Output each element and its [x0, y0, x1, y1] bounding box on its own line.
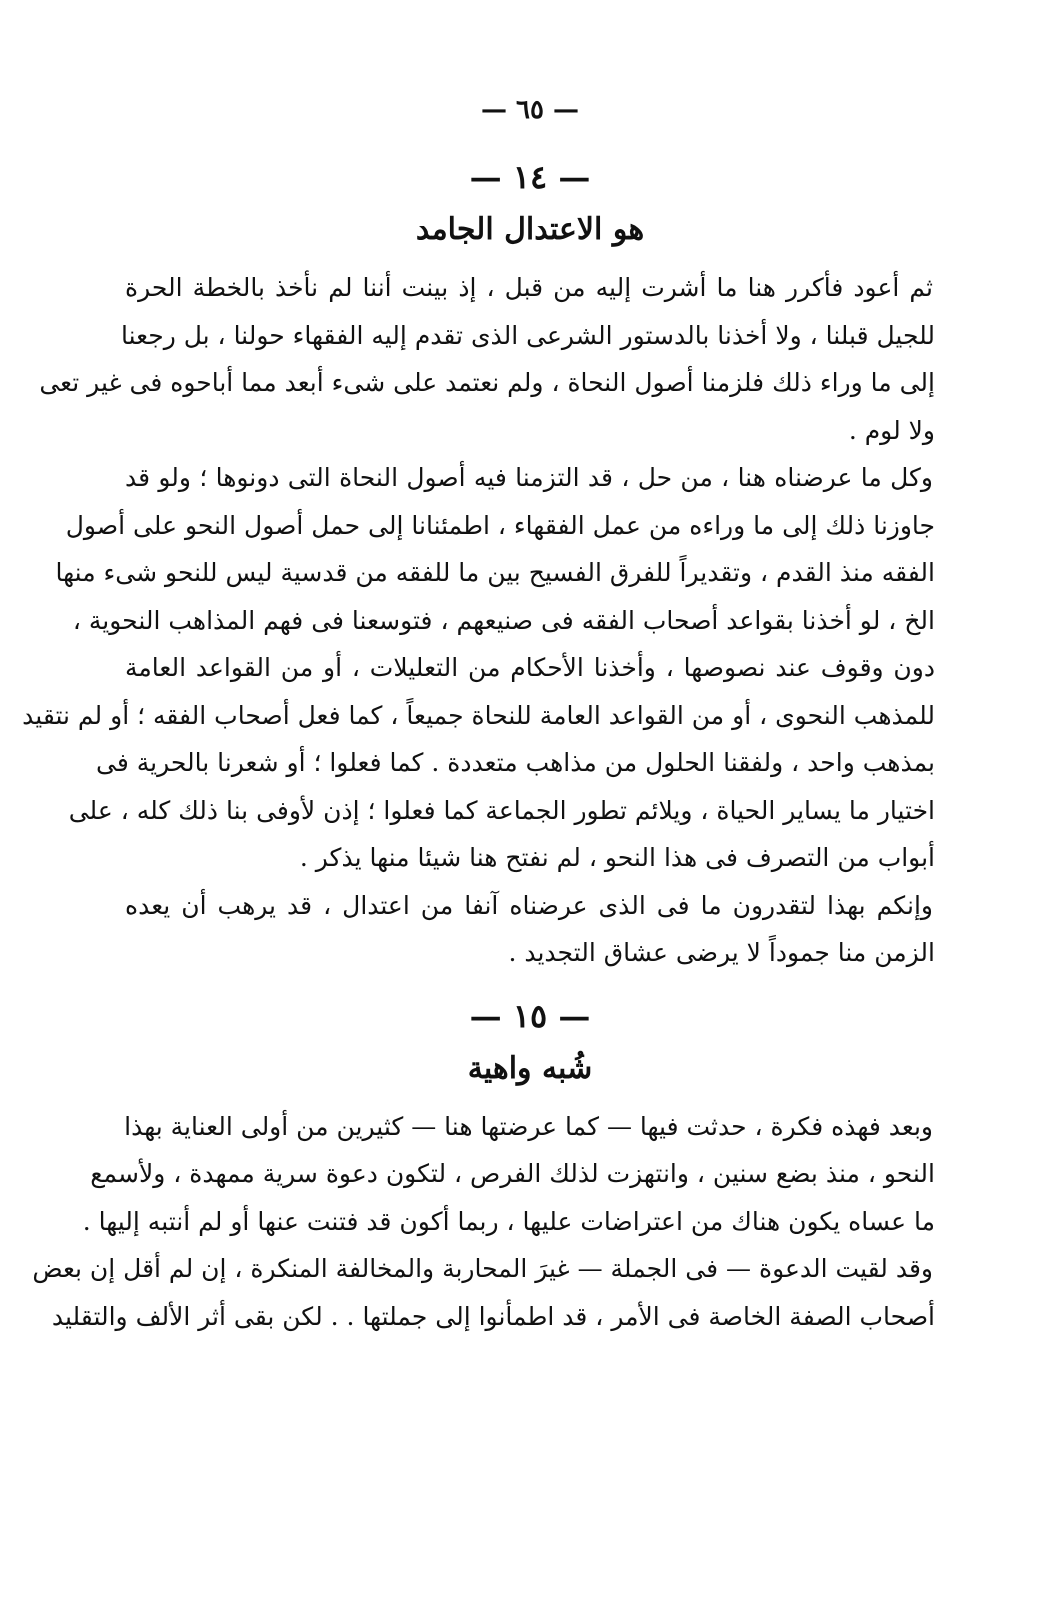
text-line: وبعد فهذه فكرة ، حدثت فيها — كما عرضتها هنا — كثيرين من أولى العناية بهذا	[124, 1111, 933, 1141]
paragraph	[125, 882, 935, 977]
text-line: اختيار ما يساير الحياة ، ويلائم تطور الجماعة كما فعلوا ؛ إذن لأوفى بنا ذلك كله ، على	[68, 795, 935, 825]
paragraph	[82, 1103, 935, 1246]
book-page	[22, 88, 935, 1340]
text-line: الخ ، لو أخذنا بقواعد أصحاب الفقه فى صنيعهم ، فتوسعنا فى فهم المذاهب النحوية ،	[72, 605, 935, 635]
text-line: وإنكم بهذا لتقدرون ما فى الذى عرضناه آنفا من اعتدال ، قد يرهب أن يعده	[125, 890, 933, 920]
section-number: — ١٤ —	[469, 158, 591, 196]
text-line: وقد لقيت الدعوة — فى الجملة — غيرَ المحاربة والمخالفة المنكرة ، إن لم أقل إن بعض	[32, 1254, 933, 1283]
page-number: — ٦٥ —	[480, 95, 580, 125]
paragraph	[39, 264, 935, 454]
paragraph	[32, 1245, 935, 1340]
text-line: جاوزنا ذلك إلى ما وراءه من عمل الفقهاء ، اطمئنانا إلى حمل أصول النحو على أصول	[65, 510, 935, 540]
text-line: للجيل قبلنا ، ولا أخذنا بالدستور الشرعى الذى تقدم إليه الفقهاء حولنا ، بل رجعنا	[121, 320, 935, 350]
text-line: النحو ، منذ بضع سنين ، وانتهزت لذلك الفرص ، لتكون دعوة سرية ممهدة ، ولأسمع	[90, 1159, 935, 1188]
text-line: بمذهب واحد ، ولفقنا الحلول من مذاهب متعددة . كما فعلوا ؛ أو شعرنا بالحرية فى	[96, 748, 935, 777]
text-line: للمذهب النحوى ، أو من القواعد العامة للنحاة جميعاً ، كما فعل أصحاب الفقه ؛ أو لم نتقيد	[22, 700, 935, 730]
section-title: شُبه واهية	[467, 1050, 593, 1086]
text-line: ولا لوم .	[848, 415, 935, 445]
text-line: دون وقوف عند نصوصها ، وأخذنا الأحكام من التعليلات ، أو من القواعد العامة	[125, 653, 935, 682]
text-line: ما عساه يكون هناك من اعتراضات عليها ، ربما أكون قد فتنت عنها أو لم أنتبه إليها .	[82, 1206, 935, 1236]
text-line: الزمن منا جموداً لا يرضى عشاق التجديد .	[508, 938, 935, 967]
section-number: — ١٥ —	[469, 996, 591, 1035]
paragraph	[22, 454, 935, 882]
text-line: أبواب من التصرف فى هذا النحو ، لم نفتح هنا شيئا منها يذكر .	[299, 843, 935, 872]
text-line: إلى ما وراء ذلك فلزمنا أصول النحاة ، ولم نعتمد على شىء أبعد مما أباحوه فى غير تعى	[39, 368, 935, 397]
text-line: وكل ما عرضناه هنا ، من حل ، قد التزمنا فيه أصول النحاة التى دونوها ؛ ولو قد	[125, 463, 933, 492]
text-line: أصحاب الصفة الخاصة فى الأمر ، قد اطمأنوا إلى جملتها . . لكن بقى أثر الألف والتقليد	[51, 1301, 935, 1331]
section-title: هو الاعتدال الجامد	[415, 212, 645, 247]
text-line: ثم أعود فأكرر هنا ما أشرت إليه من قبل ، إذ بينت أننا لم نأخذ بالخطة الحرة	[125, 273, 933, 302]
text-line: الفقه منذ القدم ، وتقديراً للفرق الفسيح بين ما للفقه من قدسية ليس للنحو شىء منها	[55, 558, 935, 587]
